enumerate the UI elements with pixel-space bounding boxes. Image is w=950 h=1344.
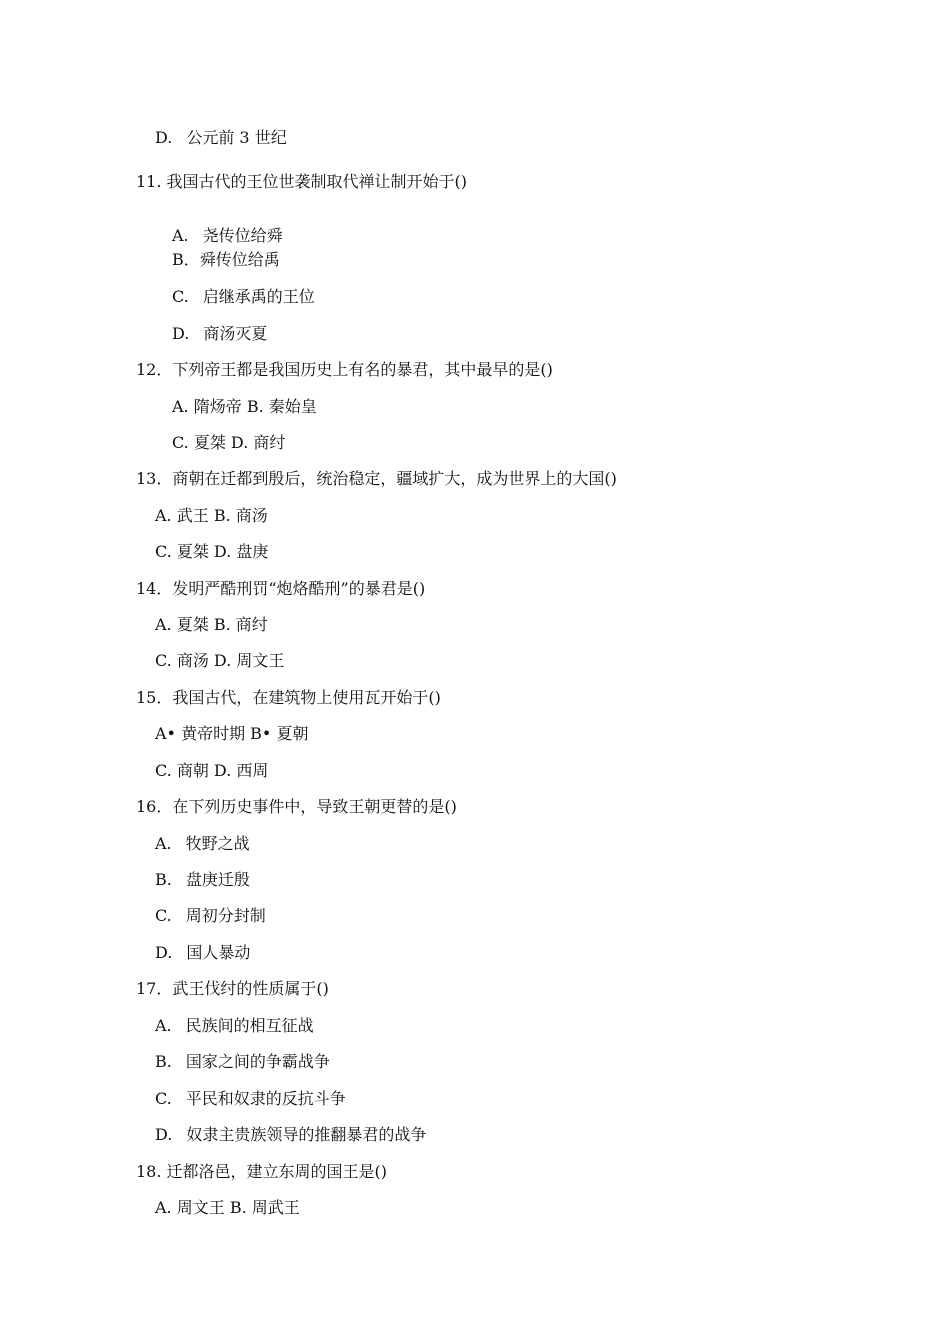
question-14: 14．发明严酷刑罚“炮烙酷刑”的暴君是()	[136, 579, 426, 598]
option-q17-a: A. 民族间的相互征战	[155, 1016, 314, 1035]
option-q11-c: C. 启继承禹的王位	[172, 287, 315, 306]
option-q15-ab: A• 黄帝时期 B• 夏朝	[155, 724, 309, 743]
question-18: 18. 迁都洛邑，建立东周的国王是()	[136, 1162, 388, 1181]
option-q16-b: B. 盘庚迁殷	[155, 870, 250, 889]
option-q11-a: A. 尧传位给舜	[172, 226, 283, 245]
option-q15-cd: C. 商朝 D. 西周	[155, 761, 269, 780]
option-q11-b: B．舜传位给禹	[172, 250, 280, 269]
question-16: 16．在下列历史事件中，导致王朝更替的是()	[136, 797, 457, 816]
question-17: 17．武王伐纣的性质属于()	[136, 979, 329, 998]
question-11: 11. 我国古代的王位世袭制取代禅让制开始于()	[136, 172, 468, 191]
option-q13-cd: C. 夏桀 D. 盘庚	[155, 542, 269, 561]
option-q11-d: D. 商汤灭夏	[172, 324, 268, 343]
option-q14-cd: C. 商汤 D. 周文王	[155, 651, 285, 670]
option-q17-d: D. 奴隶主贵族领导的推翻暴君的战争	[155, 1125, 427, 1144]
option-q17-b: B. 国家之间的争霸战争	[155, 1052, 330, 1071]
option-q16-a: A. 牧野之战	[155, 834, 250, 853]
question-12: 12．下列帝王都是我国历史上有名的暴君，其中最早的是()	[136, 360, 553, 379]
question-13: 13．商朝在迁都到殷后，统治稳定，疆域扩大，成为世界上的大国()	[136, 469, 617, 488]
option-q10-d: D. 公元前 3 世纪	[155, 128, 287, 147]
option-q17-c: C. 平民和奴隶的反抗斗争	[155, 1089, 346, 1108]
option-q13-ab: A. 武王 B. 商汤	[155, 506, 268, 525]
option-q14-ab: A. 夏桀 B. 商纣	[155, 615, 268, 634]
question-15: 15．我国古代，在建筑物上使用瓦开始于()	[136, 688, 441, 707]
option-q12-cd: C. 夏桀 D. 商纣	[172, 433, 286, 452]
option-q16-c: C. 周初分封制	[155, 906, 266, 925]
option-q12-ab: A. 隋炀帝 B. 秦始皇	[172, 397, 317, 416]
option-q18-ab: A. 周文王 B. 周武王	[155, 1198, 300, 1217]
option-q16-d: D. 国人暴动	[155, 943, 251, 962]
